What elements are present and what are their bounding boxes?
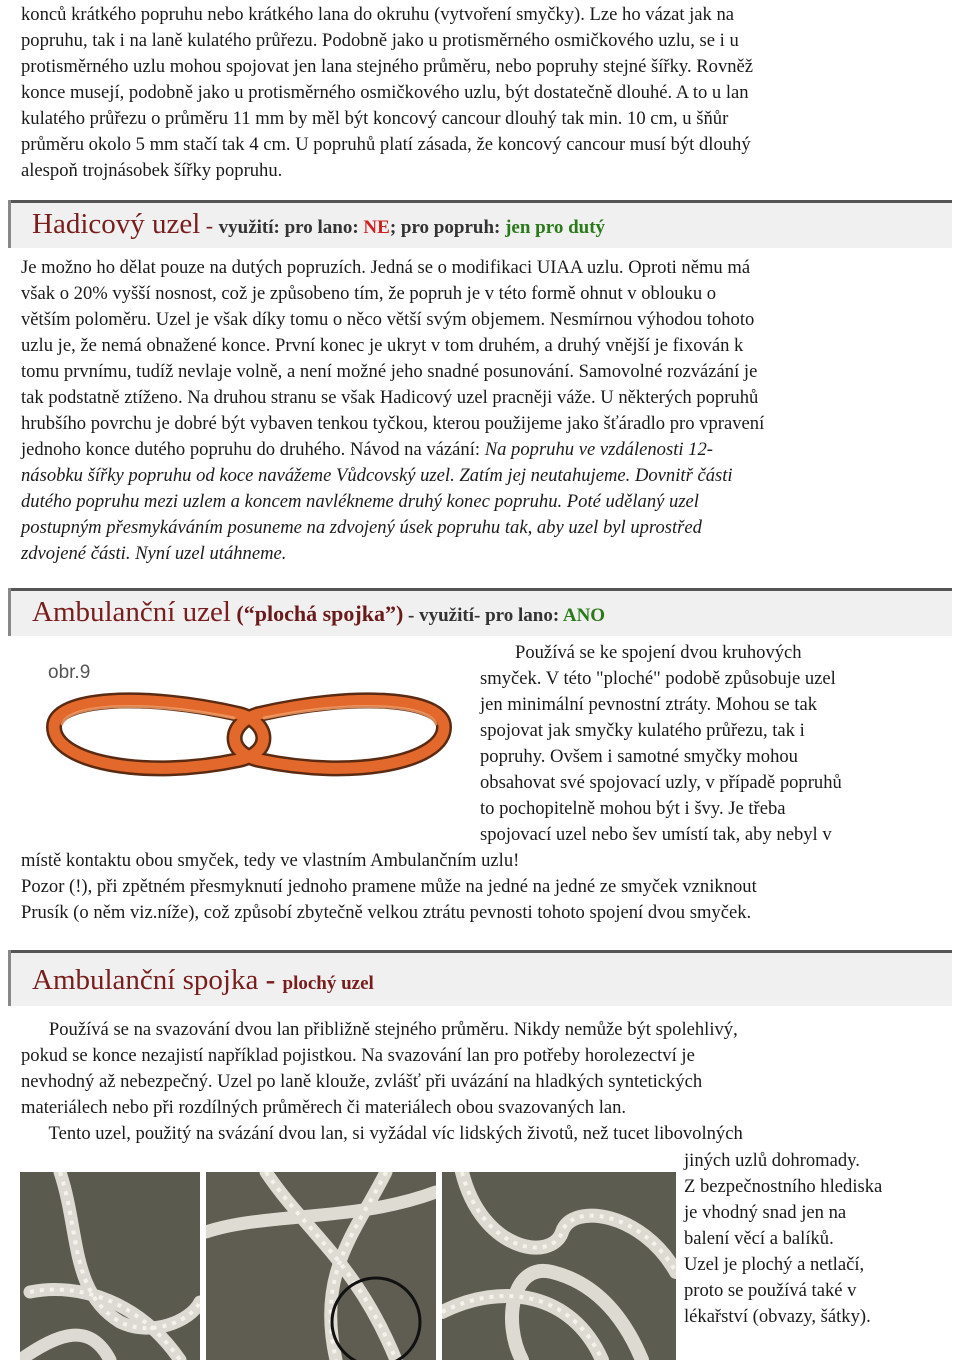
intro-line: protisměrného uzlu mohou spojovat jen lana stejného průměru, nebo popruhy stejné šířky. Rovněž [21,56,754,77]
ambulancni-uzel-side-text: Používá se ke spojení dvou kruhových smyček. V této "ploché" podobě způsobuje uzel jen minimální pevnostní ztráty. Mohou se tak spojovat jak smyčky kulatého průřezu, tak i popruhy. Ovšem i samotné smyčky mohou obsahovat své spojovací uzly, v případě popruhů to pochopitelně mohou být i švy. Je třeba spojovací uzel nebo šev umístí tak, aby nebyl v [480,642,842,845]
heading-hadicovy: Hadicový uzel - využití: pro lano: NE; pro popruh: jen pro dutý [32,208,606,240]
heading-bar-ambulancni-spojka [8,950,952,1006]
intro-paragraph [21,2,941,184]
intro-line: popruhu, tak i na laně kulatého průřezu. Podobně jako u protisměrného osmičkového uzlu, se i u [21,30,739,51]
flat-knot-illustration [24,652,474,822]
intro-line: konce musejí, podobně jako u protisměrného osmičkového uzlu, být dostatečně dlouhé. A to u lan [21,82,749,103]
photo-knot-step-2 [206,1172,436,1360]
heading-ambulancni-uzel: Ambulanční uzel (“plochá spojka”) - využití- pro lano: ANO [32,596,606,628]
photo-knot-step-3 [442,1172,676,1360]
intro-line: kulatého průřezu o průměru 11 mm by měl být koncový cancour dlouhý tak min. 10 cm, u šňůr [21,108,729,129]
intro-line: alespoň trojnásobek šířky popruhu. [21,160,283,181]
figure-ambulancni-uzel [24,652,474,822]
ambulancni-spojka-side-text: jiných uzlů dohromady. Z bezpečnostního hlediska je vhodný snad jen na balení věcí a balíků. Uzel je plochý a netlačí, proto se používá také v lékařství (obvazy, šátky). [684,1150,883,1327]
intro-line: konců krátkého popruhu nebo krátkého lana do okruhu (vytvoření smyčky). Lze ho vázat jak na [21,4,735,25]
figure-label: obr.9 [48,662,91,683]
rope-usage-value: ANO [562,605,606,626]
ambulancni-spojka-paragraph: Používá se na svazování dvou lan přibližně stejného průměru. Nikdy nemůže být spolehlivý, pokud se konce nezajistí například pojistkou. Na svazování lan pro potřeby horolezectví je nevhodný až nebezpečný. Uzel po laně klouže, zvlášť při uvázání na hladkých syntetických materiálech nebo při rozdílných průměrech či materiálech obou svazovaných lan. Tento uzel, použitý na svázání dvou lan, si vyžádal víc lidských životů, než tucet libovolných [21,1019,743,1144]
webbing-usage-value: jen pro dutý [505,217,606,238]
heading-bar-ambulancni-uzel [8,588,952,636]
hadicovy-paragraph: Je možno ho dělat pouze na dutých popruzích. Jedná se o modifikaci UIAA uzlu. Oproti němu má však o 20% vyšší nosnost, což je způsobeno tím, že popruh je v této formě ohnut v oblouku o větším poloměru. Uzel je však díky tomu o něco větší svým objemem. Nesmírnou výhodou tohoto uzlu je, že nemá obnažené konce. První konec je ukryt v tom druhém, a druhý vnější je fixován k tomu prvnímu, tudíž nevlaje volně, a není možné jeho snadné posunování. Samovolné rozvázání je tak podstatně ztíženo. Na druhou stranu se však Hadicový uzel pracněji váže. U některých popruhů hrubšího povrchu je dobré být vybaven tenkou tyčkou, kterou použijeme jako šťáradlo pro vpravení jednoho konce dutého popruhu do druhého. Návod na vázání: Na popruhu ve vzdálenosti 12- násobku šířky popruhu od koce navážeme Vůdcovský uzel. Zatím jej neutahujeme. Dovnitř části dutého popruhu mezi uzlem a koncem navlékneme druhý konec popruhu. Poté udělaný uzel postupným přesmykáváním posuneme na zdvojený úsek popruhu tak, aby uzel byl uprostřed zdvojené části. Nyní uzel utáhneme. [21,257,765,564]
intro-line: průměru okolo 5 mm stačí tak 4 cm. U popruhů platí zásada, že koncový cancour musí být dlouhý [21,134,751,155]
heading-bar-hadicovy [8,200,952,248]
heading-ambulancni-spojka: Ambulanční spojka - plochý uzel [32,964,374,996]
heading-title: Ambulanční spojka [32,964,259,996]
heading-title: Hadicový uzel [32,208,201,240]
heading-title: Ambulanční uzel [32,596,231,628]
ambulancni-uzel-paragraph: místě kontaktu obou smyček, tedy ve vlastním Ambulančním uzlu! Pozor (!), při zpětném přesmyknutí jednoho pramene může na jedné na jedné ze smyček vzniknout Prusík (o něm viz.níže), což způsobí zbytečně velkou ztrátu pevnosti tohoto spojení dvou smyček. [21,850,757,923]
rope-usage-value: NE [363,217,390,238]
photo-knot-step-1 [20,1172,200,1360]
